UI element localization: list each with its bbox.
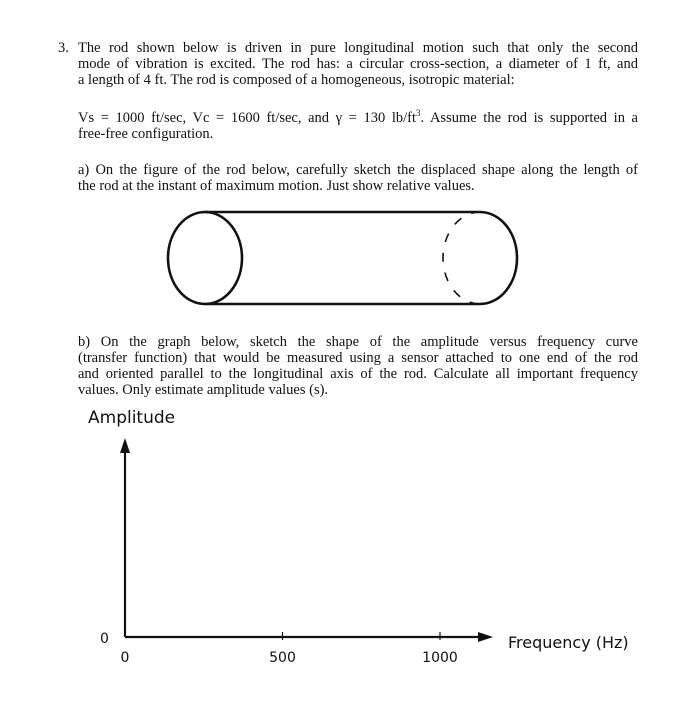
y-origin-label: 0: [100, 631, 109, 647]
intro-line-1: The rod shown below is driven in pure longitudinal motion such that only the second: [78, 40, 638, 56]
y-axis-arrow: [120, 438, 130, 453]
params-text-end: . Assume the rod is supported in a: [420, 110, 638, 126]
x-axis-arrow: [478, 632, 493, 642]
question-number: 3.: [58, 40, 69, 56]
part-b-line-2: (transfer function) that would be measured using a sensor attached to one end of the rod: [78, 350, 638, 366]
x-tick-label: 500: [269, 650, 296, 666]
part-b-line-4: values. Only estimate amplitude values (s).: [78, 382, 329, 398]
part-a-line-1: a) On the figure of the rod below, carefully sketch the displaced shape along the length of: [78, 162, 638, 178]
x-tick-label: 0: [120, 650, 130, 666]
params-line-2: free-free configuration.: [78, 126, 214, 142]
x-axis-label: Frequency (Hz): [508, 633, 629, 652]
params-text: Vs = 1000 ft/sec, Vc = 1600 ft/sec, and γ = 130 lb/ft: [78, 110, 417, 126]
part-a-line-2: the rod at the instant of maximum motion. Just show relative values.: [78, 178, 475, 194]
x-tick-label: 1000: [422, 650, 458, 666]
params-superscript: 3: [416, 108, 421, 119]
intro-line-3: a length of 4 ft. The rod is composed of a homogeneous, isotropic material:: [78, 72, 515, 88]
intro-line-2: mode of vibration is excited. The rod has: a circular cross-section, a diameter of 1 ft, and: [78, 56, 638, 72]
y-axis-label: Amplitude: [88, 408, 176, 428]
part-b-line-1: b) On the graph below, sketch the shape of the amplitude versus frequency curve: [78, 334, 638, 350]
part-b-line-3: and oriented parallel to the longitudinal axis of the rod. Calculate all important frequency: [78, 366, 638, 382]
